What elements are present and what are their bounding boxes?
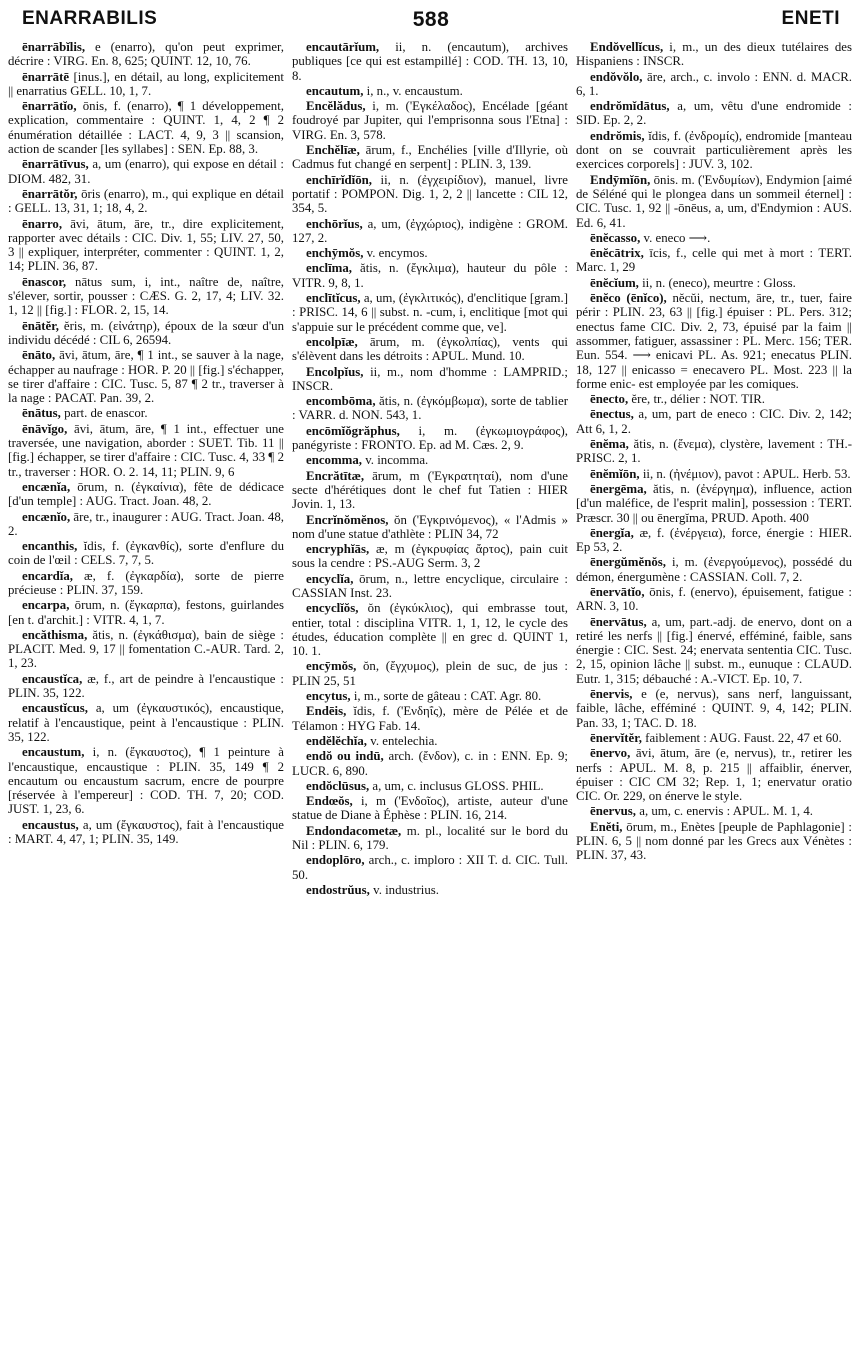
entry-headword: ēnĕcātrix, (590, 246, 644, 261)
entry-headword: ēnarrātŏr, (22, 186, 78, 201)
entry-definition: ii, n. (ἐγχειρίδιον), manuel, livre portatif : POMPON. Dig. 1, 2, 2 || lancette : CIL 12, 354, 5. (292, 172, 568, 216)
entry-definition: āre, arch., c. involo : ENN. d. MACR. 6, 1. (576, 69, 852, 98)
dictionary-entry (292, 173, 568, 216)
entry-headword: enchȳmŏs, (306, 246, 364, 261)
entry-headword: ēnĕcasso, (590, 230, 641, 245)
dictionary-entry (8, 818, 284, 847)
entry-definition: æ, f., art de peindre à l'encaustique : PLIN. 35, 122. (8, 671, 284, 701)
entry-headword: ēnāto, (22, 348, 56, 363)
entry-headword: encȳmŏs, (306, 659, 357, 674)
dictionary-entry (8, 348, 284, 405)
entry-definition: īcis, f., celle qui met à mort : TERT. Marc. 1, 29 (576, 246, 852, 275)
entry-headword: ēnĕco (ēnĭco), (590, 291, 667, 306)
entry-definition: a, um (ἔγκαυστος), fait à l'encaustique : MART. 4, 47, 1; PLIN. 35, 149. (8, 817, 284, 847)
entry-headword: Encolpĭus, (306, 364, 364, 379)
entry-definition: ii, m., nom d'homme : LAMPRID.; INSCR. (292, 364, 568, 393)
entry-definition: āvi, ātum, āre, ¶ 1 int., effectuer une traversée, une navigation, aborder : SUET. Tib. 11 || [fig.] échapper, se tirer d'affaire : CIC. Tusc. 4, 33 ¶ 2 tr., traverser : HOR. O. 2. 14, 11; PLIN. 9, 6 (8, 421, 284, 479)
dictionary-entry (8, 406, 284, 420)
entry-headword: ēnarro, (22, 216, 63, 231)
entry-definition: ătis, n. (ἐνέργημα), influence, action [d'un maléfice, de l'esprit malin], possession : TERT. Præscr. 30 || ou ēnergĭma, PRUD. Apoth. 400 (576, 481, 852, 525)
dictionary-entry (292, 734, 568, 748)
entry-headword: ēnergŭmĕnŏs, (590, 555, 666, 570)
entry-headword: encænĭo, (22, 509, 71, 524)
dictionary-entry (8, 598, 284, 627)
entry-headword: ēnervātus, (590, 614, 647, 629)
entry-definition: ōnis. m. ('Ενδυμίων), Endymion [aimé de Séléné qui le plongea dans un sommeil éternel] : CIC. Tusc. 1, 92 || -ōnēus, a, um, d'Endymion : AUS. Ed. 6, 41. (576, 172, 852, 230)
entry-headword: encolpīæ, (306, 334, 358, 349)
entry-definition: nĕcŭi, nectum, āre, tr., tuer, faire périr : PLIN. 23, 63 || [fig.] épuiser : PL. Pers. 312; enectus fame CIC. Div. 2, 73, épuisé par la faim || assommer, fatiguer, assassiner : PL. Merc. 156; TER. Eun. 554. ⟶ enicavi PL. As. 921; enecatus PLIN. 18, 127 || enicasso = enecavero PL. Most. 223 || la forme enic- est employée par les comiques. (576, 291, 852, 391)
dictionary-entry (292, 853, 568, 882)
entry-definition: āre, tr., inaugurer : AUG. Tract. Joan. 48, 2. (8, 509, 284, 538)
entry-headword: encanthis, (22, 539, 78, 554)
entry-definition: a, um, (ἐγχώριος), indigène : GROM. 127, 2. (292, 216, 568, 245)
entry-headword: Endondacometæ, (306, 823, 402, 838)
dictionary-entry (292, 84, 568, 98)
entry-definition: a, um, (ἐγκλιτικός), d'enclitique [gram.] : PRISC. 14, 6 || subst. n. -cum, i, enclitique [mot qui s'appuie sur le précédent comme que, ve]. (292, 291, 569, 334)
entry-headword: ēnarrātīvus, (22, 157, 89, 172)
dictionary-entry (576, 70, 852, 99)
dictionary-entry (292, 883, 568, 897)
entry-headword: ēnarrābĭlis, (22, 40, 86, 54)
entry-definition: ārum, m. (ἐγκολπίας), vents qui s'élèvent dans les détroits : APUL. Mund. 10. (292, 334, 568, 364)
dictionary-entry (292, 779, 568, 793)
dictionary-entry (292, 542, 568, 571)
entry-headword: ēnergēma, (590, 481, 647, 496)
running-head-left: ENARRABILIS (22, 8, 158, 29)
entry-definition: āvi, ātum, āre, tr., dire explicitement, rapporter avec détails : CIC. Div. 1, 55; LIV. 27, 50, 3 || expliquer, interpréter, commenter : QUINT. 1, 2, 14; PLIN. 36, 87. (8, 216, 284, 274)
dictionary-entry (292, 40, 568, 83)
entry-definition: ŏn ('Εγκρινόμενος), « l'Admis » nom d'une statue d'athlète : PLIN 34, 72 (292, 512, 568, 541)
entry-headword: Endȳmĭōn, (590, 172, 651, 187)
dictionary-entry (8, 628, 284, 671)
entry-definition: v. industrius. (373, 882, 439, 897)
dictionary-entry (292, 749, 568, 778)
entry-headword: endoplōro, (306, 853, 365, 868)
entry-headword: ēnarrātĭo, (22, 99, 77, 114)
entry-definition: ii, n. (ἠνέμιον), pavot : APUL. Herb. 53. (642, 466, 851, 481)
entry-definition: ōnis, f. (enarro), ¶ 1 développement, explication, commentaire : QUINT. 1, 4, 2 ¶ 2 énumération détaillée : LACT. 4, 9, 3 || scansion, action de scander [les syllabes] : SEN. Ep. 88, 3. (8, 99, 284, 157)
dictionary-entry (292, 469, 568, 512)
entry-definition: æ, m (ἐγκρυφίας ἄρτος), pain cuit sous la cendre : PS.-AUG Serm. 3, 2 (292, 542, 568, 571)
dictionary-entry (576, 129, 852, 172)
entry-headword: encryphĭās, (306, 542, 370, 557)
entry-definition: v. eneco ⟶. (643, 230, 711, 245)
entry-definition: ōrum, m., Enètes [peuple de Paphlagonie] : PLIN. 6, 5 || nom donné par les Grecs aux Vénètes : PLIN. 37, 43. (576, 819, 852, 863)
entry-headword: ēnĕmĭōn, (590, 466, 640, 481)
entry-definition: m. pl., localité sur le bord du Nil : PLIN. 6, 179. (292, 823, 568, 853)
dictionary-entry (576, 731, 852, 745)
entry-definition: ōrum, n. (ἐγκαίνια), fête de dédicace [d'un temple] : AUG. Tract. Joan. 48, 2. (8, 479, 284, 509)
entry-headword: encaustĭca, (22, 671, 83, 686)
dictionary-entry (292, 246, 568, 260)
entry-headword: endŏclūsus, (306, 778, 370, 793)
entry-headword: endrŏmĭdātus, (590, 99, 670, 114)
entry-definition: i, m ('Ενδοῖος), artiste, auteur d'une statue de Diane à Éphèse : PLIN. 16, 214. (292, 794, 568, 823)
dictionary-entry (576, 231, 852, 245)
dictionary-entry (8, 275, 284, 318)
dictionary-entry (292, 824, 568, 853)
entry-definition: æ, f. (ἐνέργεια), force, énergie : HIER. Ep 53, 2. (576, 525, 852, 555)
entry-headword: encardĭa, (22, 568, 74, 583)
entry-definition: a, um, part de eneco : CIC. Div. 2, 142; Att 6, 1, 2. (576, 407, 852, 436)
dictionary-entry (292, 143, 568, 172)
entry-headword: Encrătītæ, (306, 468, 365, 483)
dictionary-entry (8, 422, 284, 479)
entry-definition: i, m., sorte de gâteau : CAT. Agr. 80. (353, 689, 542, 704)
dictionary-entry (292, 572, 568, 601)
dictionary-entry (576, 482, 852, 525)
entry-definition: ătis, n. (ἐγκάθισμα), bain de siège : PLACIT. Med. 9, 17 || fomentation C.-AUR. Tard. 2, 1, 23. (8, 627, 284, 671)
dictionary-entry (8, 40, 284, 69)
entry-definition: ĭdis, f. (ἐνδρομίς), endromide [manteau dont on se couvrait particulièrement après les exercices corporels] : JUV. 3, 102. (576, 128, 852, 172)
entry-definition: v. incomma. (365, 453, 429, 468)
entry-headword: ēnervus, (590, 804, 637, 819)
dictionary-entry (292, 659, 568, 688)
dictionary-entry (292, 261, 568, 290)
entry-definition: nātus sum, i, int., naître de, naître, s'élever, sortir, pousser : CÆS. G. 2, 17, 4; LIV. 32. 1, 12 || [fig.] : FLOR. 2, 15, 14. (8, 274, 285, 318)
entry-headword: endostrŭus, (306, 882, 370, 897)
entry-definition: ĕre, tr., délier : NOT. TIR. (631, 392, 766, 407)
entry-headword: ēnecto, (590, 392, 629, 407)
entry-definition: ārum, m ('Εγκρατηταί), nom d'une secte d'hérétiques dont le chef fut Tatien : HIER Jovin. 1, 13. (292, 468, 569, 512)
dictionary-entry (8, 569, 284, 598)
dictionary-entry (292, 99, 568, 142)
entry-definition: ōrum, n., lettre encyclique, circulaire : CASSIAN Inst. 23. (292, 571, 568, 600)
entry-headword: encytus, (306, 689, 351, 704)
entry-definition: ii, n. (encautum), archives publiques [ce qui est estampillé] : COD. TH. 13, 10, 8. (292, 40, 568, 83)
entry-headword: ēnascor, (22, 274, 67, 289)
dictionary-entry (576, 99, 852, 128)
dictionary-entry (8, 157, 284, 186)
dictionary-entry (8, 217, 284, 274)
entry-definition: ătis, n. (ἔνεμα), clystère, lavement : TH.-PRISC. 2, 1. (576, 437, 852, 466)
page-header (0, 0, 862, 42)
dictionary-entry (576, 291, 852, 391)
dictionary-entry (292, 601, 568, 658)
entry-definition: arch., c. imploro : XII T. d. CIC. Tull. 50. (292, 853, 568, 882)
dictionary-entry (292, 335, 568, 364)
entry-headword: ēnervātĭo, (590, 584, 645, 599)
entry-definition: ătis, n. (ἐγκόμβωμα), sorte de tablier : VARR. d. NON. 543, 1. (292, 394, 568, 423)
entry-headword: encautārĭum, (306, 40, 380, 54)
dictionary-entry (292, 453, 568, 467)
entry-definition: [inus.], en détail, au long, explicitement || enarratius GELL. 10, 1, 7. (8, 69, 284, 98)
entry-definition: ōris (enarro), m., qui explique en détail : GELL. 13, 31, 1; 18, 4, 2. (8, 186, 284, 216)
dictionary-entry (292, 291, 568, 334)
entry-headword: Encrĭnŏmĕnos, (306, 512, 389, 527)
entry-definition: e (enarro), qu'on peut exprimer, décrire : VIRG. En. 8, 625; QUINT. 12, 10, 76. (8, 40, 284, 69)
entry-headword: Encĕlădus, (306, 99, 366, 114)
dictionary-entry (576, 173, 852, 230)
dictionary-entry (576, 246, 852, 275)
entry-headword: encōmĭŏgrăphus, (306, 423, 400, 438)
entry-definition: a, um, part.-adj. de enervo, dont on a retiré les nerfs || [fig.] énervé, efféminé, faible, sans énergie : CIC. Sest. 24; enervata sententia CIC. Tusc. 2, 15, opinion lâche || subst. m., eunuque : CLAUD. Eutr. 1, 315; débauché : A.-VICT. Ep. 10, 7. (576, 614, 852, 686)
entry-definition: a, um (enarro), qui expose en détail : DIOM. 482, 31. (8, 157, 284, 186)
dictionary-entry (8, 672, 284, 701)
entry-headword: ēnervis, (590, 687, 633, 702)
entry-headword: encyclĭa, (306, 571, 354, 586)
entry-headword: Endœŏs, (306, 794, 353, 809)
entry-headword: ēnervo, (590, 746, 631, 761)
entry-headword: ēnectus, (590, 407, 634, 422)
entry-definition: a, um, c. enervis : APUL. M. 1, 4. (639, 804, 813, 819)
entry-definition: āvi, ātum, āre, ¶ 1 int., se sauver à la nage, échapper au naufrage : HOR. P. 20 || [fig.] s'échapper, se tirer d'affaire : CIC. Tusc. 5, 87 ¶ 2 tr., traverser à la nage : PACAT. Pan. 39, 2. (8, 348, 284, 406)
entry-headword: endrŏmis, (590, 128, 645, 143)
entry-definition: i, n., v. encaustum. (366, 83, 463, 98)
entry-headword: ēnātĕr, (22, 318, 59, 333)
entry-definition: ĭdis, f. (ἐγκανθίς), sorte d'enflure du coin de l'œil : CELS. 7, 7, 5. (8, 539, 284, 568)
entry-definition: v. entelechia. (370, 733, 438, 748)
entry-headword: ēnarrātē (22, 69, 70, 84)
entry-definition: ĕris, m. (εἰνάτηρ), époux de la sœur d'un individu décédé : CIL 6, 26594. (8, 318, 285, 347)
entry-definition: ŏn (ἐγκύκλιος), qui embrasse tout, entier, total : disciplina VITR. 1, 1, 12, le cycle des études, éducation complète || en grec d. QUINT 1, 10. 1. (292, 601, 568, 659)
entry-headword: ēnātus, (22, 406, 61, 421)
entry-definition: part. de enascor. (64, 406, 148, 421)
dictionary-entry (576, 407, 852, 436)
dictionary-entry (576, 555, 852, 584)
entry-definition: ii, n. (eneco), meurtre : Gloss. (642, 275, 796, 290)
entry-definition: i, m. ('Εγκέλαδος), Encélade [géant foudroyé par Jupiter, qui l'emprisonna sous l'Etna] : VIRG. En. 3, 578. (292, 99, 568, 142)
entry-definition: ŏn, (ἔγχυμος), plein de suc, de jus : PLIN 25, 51 (292, 659, 568, 688)
column-2 (288, 40, 572, 1344)
dictionary-entry (576, 40, 852, 69)
entry-headword: ēnervĭtĕr, (590, 730, 642, 745)
entry-definition: ōrum, n. (ἔγκαρπα), festons, guirlandes [en t. d'archit.] : VITR. 4, 1, 7. (8, 598, 284, 627)
entry-definition: i, m., un des dieux tutélaires des Hispaniens : INSCR. (576, 40, 852, 69)
entry-headword: ēnĕma, (590, 437, 629, 452)
dictionary-entry (8, 99, 284, 156)
dictionary-entry (8, 745, 284, 816)
entry-headword: encautum, (306, 83, 364, 98)
dictionary-entry (292, 424, 568, 453)
entry-definition: e (e, nervus), sans nerf, languissant, faible, lâche, efféminé : QUINT. 9, 4, 142; PLIN. Pan. 33, 1; TAC. D. 18. (576, 687, 852, 730)
entry-headword: Enĕti, (590, 819, 623, 834)
dictionary-entry (292, 365, 568, 394)
entry-definition: i, m. (ἐνεργούμενος), possédé du démon, énergumène : CASSIAN. Coll. 7, 2. (576, 555, 853, 584)
entry-definition: ĭdis, f. ('Ενδηΐς), mère de Pélée et de Télamon : HYG Fab. 14. (292, 704, 568, 733)
entry-headword: Endŏvellĭcus, (590, 40, 664, 54)
dictionary-entry (8, 480, 284, 509)
entry-definition: ōnis, f. (enervo), épuisement, fatigue : ARN. 3, 10. (576, 584, 852, 614)
dictionary-entry (292, 394, 568, 423)
column-3 (572, 40, 856, 1344)
dictionary-columns (4, 40, 858, 1344)
entry-headword: endŏ ou indū, (306, 749, 384, 764)
dictionary-entry (8, 187, 284, 216)
entry-definition: a, um (ἐγκαυστικός), encaustique, relatif à l'encaustique, peint à l'encaustique : PLIN. 35, 122. (8, 701, 284, 744)
dictionary-entry (576, 804, 852, 818)
dictionary-entry (576, 437, 852, 466)
entry-definition: a, um, vêtu d'une endromide : SID. Ep. 2, 2. (576, 99, 852, 128)
dictionary-entry (8, 319, 284, 348)
entry-headword: enclīma, (306, 261, 353, 276)
entry-definition: ārum, f., Enchélies [ville d'Illyrie, où Cadmus fut changé en serpent] : PLIN. 3, 139. (292, 143, 568, 172)
entry-definition: faiblement : AUG. Faust. 22, 47 et 60. (645, 730, 842, 745)
entry-headword: enchīrĭdĭōn, (306, 172, 373, 187)
entry-headword: Endēis, (306, 704, 347, 719)
entry-headword: encaustum, (22, 745, 85, 760)
dictionary-entry (576, 746, 852, 803)
entry-definition: ătis, n. (ἔγκλιμα), hauteur du pôle : VITR. 9, 8, 1. (292, 261, 568, 290)
entry-headword: encaustus, (22, 817, 79, 832)
entry-definition: arch. (ἔνδον), c. in : ENN. Ep. 9; LUCR. 6, 890. (292, 749, 569, 778)
dictionary-entry (576, 585, 852, 614)
entry-definition: a, um, c. inclusus GLOSS. PHIL. (372, 778, 544, 793)
entry-headword: encarpa, (22, 598, 70, 613)
dictionary-entry (292, 794, 568, 823)
dictionary-entry (576, 526, 852, 555)
entry-headword: enclītĭcus, (306, 291, 361, 306)
dictionary-entry (8, 510, 284, 539)
entry-definition: i, n. (ἔγκαυστος), ¶ 1 peinture à l'encaustique, encaustique : PLIN. 35, 149 ¶ 2 encautum ou encaustum sacrum, encre de pourpre [réservée à l'empereur] : COD. TH. 7, 20; COD. JUST. 1, 23, 6. (8, 745, 285, 817)
entry-headword: ēnāvĭgo, (22, 421, 68, 436)
running-head-right: ENETI (781, 8, 840, 29)
entry-headword: endŏvŏlo, (590, 69, 643, 84)
dictionary-entry (8, 701, 284, 744)
dictionary-entry (576, 392, 852, 406)
entry-headword: encăthisma, (22, 627, 88, 642)
entry-headword: Enchĕlīæ, (306, 143, 360, 158)
dictionary-entry (292, 689, 568, 703)
dictionary-entry (576, 820, 852, 863)
dictionary-entry (8, 539, 284, 568)
dictionary-entry (292, 217, 568, 246)
dictionary-entry (576, 276, 852, 290)
entry-definition: v. encymos. (366, 246, 428, 261)
dictionary-entry (292, 704, 568, 733)
dictionary-entry (292, 513, 568, 542)
dictionary-entry (576, 467, 852, 481)
entry-headword: ēnergĭa, (590, 525, 634, 540)
entry-headword: encaustĭcus, (22, 701, 89, 716)
entry-headword: ēnĕcĭum, (590, 275, 639, 290)
entry-headword: encombōma, (306, 394, 376, 409)
dictionary-entry (576, 615, 852, 686)
entry-definition: æ, f. (ἐγκαρδία), sorte de pierre précieuse : PLIN. 37, 159. (8, 568, 284, 597)
entry-headword: encyclĭŏs, (306, 601, 359, 616)
entry-definition: i, m. (ἐγκωμιογράφος), panégyriste : FRONTO. Ep. ad M. Cæs. 2, 9. (292, 423, 568, 453)
entry-headword: encænĭa, (22, 479, 71, 494)
page-number: 588 (412, 8, 450, 31)
dictionary-entry (576, 687, 852, 730)
dictionary-entry (8, 70, 284, 99)
entry-headword: endĕlĕchĭa, (306, 733, 368, 748)
entry-headword: enchōrĭus, (306, 216, 363, 231)
entry-headword: encomma, (306, 453, 362, 468)
column-1 (4, 40, 288, 1344)
entry-definition: āvi, ātum, āre (e, nervus), tr., retirer les nerfs : APUL. M. 8, p. 215 || affaiblir, énerver, épuiser : CIC CM 32; Rep. 1, 1; enervatur oratio CIC. Or. 229, on énerve le style. (576, 746, 852, 804)
